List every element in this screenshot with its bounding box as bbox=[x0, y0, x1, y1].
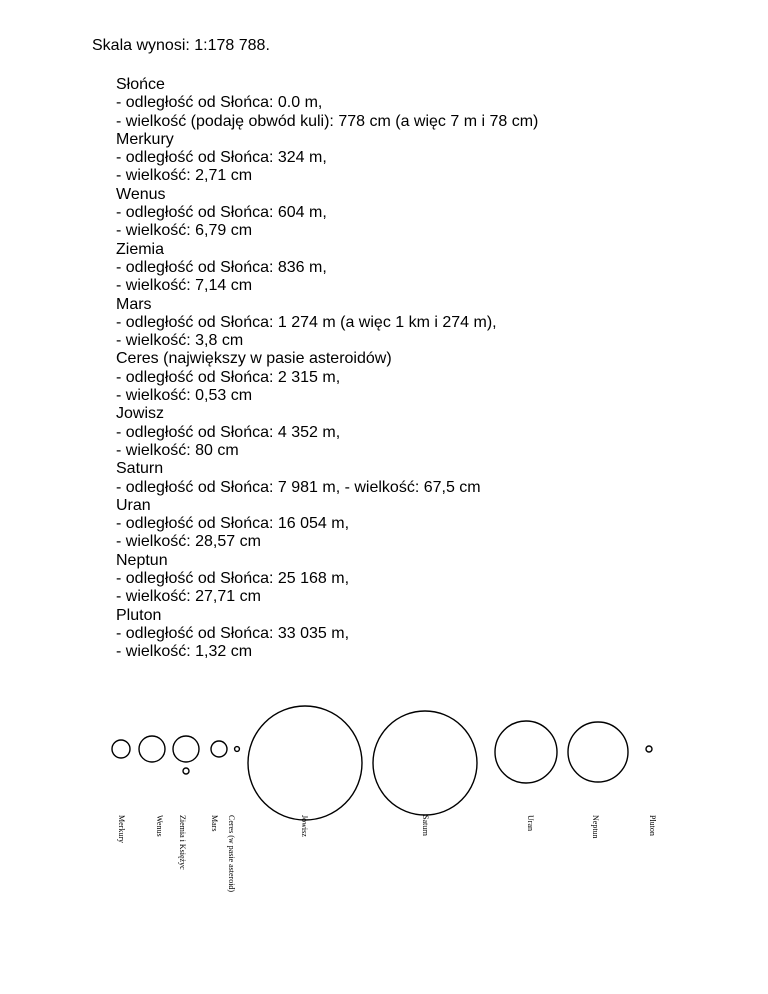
planet-name-jupiter: Jowisz bbox=[116, 405, 165, 423]
label-jupiter: Jowisz bbox=[300, 815, 309, 837]
ceres-circle bbox=[235, 747, 240, 752]
size-line: - wielkość: 27,71 cm bbox=[116, 588, 261, 606]
distance-line: - odległość od Słońca: 16 054 m, bbox=[116, 515, 350, 533]
size-line: - wielkość: 80 cm bbox=[116, 441, 239, 459]
planet-name-ceres: Ceres (największy w pasie asteroidów) bbox=[116, 350, 392, 368]
uranus-circle bbox=[495, 721, 557, 783]
label-neptune: Neptun bbox=[591, 815, 600, 839]
mars-circle bbox=[211, 741, 227, 757]
size-line: - wielkość: 28,57 cm bbox=[116, 533, 261, 551]
label-uranus: Uran bbox=[526, 815, 535, 831]
label-mercury: Merkury bbox=[117, 815, 126, 843]
planet-name-mercury: Merkury bbox=[116, 130, 174, 148]
distance-line: - odległość od Słońca: 4 352 m, bbox=[116, 423, 341, 441]
size-line: - wielkość: 3,8 cm bbox=[116, 332, 244, 350]
label-ceres: Ceres (w pasie asteroid) bbox=[227, 815, 236, 893]
earth-circle bbox=[173, 736, 199, 762]
planet-name-neptune: Neptun bbox=[116, 551, 168, 569]
label-pluto: Pluton bbox=[648, 815, 657, 836]
size-line: - wielkość: 6,79 cm bbox=[116, 222, 253, 240]
label-venus: Wenus bbox=[155, 815, 164, 837]
planet-name-earth: Ziemia bbox=[116, 240, 165, 258]
distance-line: - odległość od Słońca: 2 315 m, bbox=[116, 368, 341, 386]
size-line: - wielkość: 2,71 cm bbox=[116, 167, 253, 185]
saturn-circle bbox=[373, 711, 477, 815]
jupiter-circle bbox=[248, 706, 362, 820]
label-earth-moon: Ziemia i Księżyc bbox=[178, 815, 187, 870]
label-mars: Mars bbox=[210, 815, 219, 832]
distance-line: - odległość od Słońca: 324 m, bbox=[116, 149, 327, 167]
scale-caption: Skala wynosi: 1:178 788. bbox=[92, 37, 270, 54]
planet-name-pluto: Pluton bbox=[116, 606, 162, 624]
venus-circle bbox=[139, 736, 165, 762]
planet-name-venus: Wenus bbox=[116, 185, 166, 203]
distance-line: - odległość od Słońca: 1 274 m (a więc 1 km i 274 m), bbox=[116, 313, 497, 331]
distance-line: - odległość od Słońca: 25 168 m, bbox=[116, 570, 350, 588]
distance-size-line: - odległość od Słońca: 7 981 m, - wielkość: 67,5 cm bbox=[116, 478, 481, 496]
label-saturn: Saturn bbox=[421, 815, 430, 836]
planet-name-uranus: Uran bbox=[116, 496, 151, 514]
distance-line: - odległość od Słońca: 604 m, bbox=[116, 204, 327, 222]
planet-name-sun: Słońce bbox=[116, 76, 165, 93]
distance-line: - odległość od Słońca: 836 m, bbox=[116, 258, 327, 276]
neptune-circle bbox=[568, 722, 628, 782]
moon-circle bbox=[183, 768, 189, 774]
mercury-circle bbox=[112, 740, 130, 758]
planet-name-saturn: Saturn bbox=[116, 460, 164, 478]
pluto-circle bbox=[646, 746, 652, 752]
planet-name-mars: Mars bbox=[116, 295, 152, 313]
distance-line: - odległość od Słońca: 33 035 m, bbox=[116, 624, 350, 642]
size-line: - wielkość: 7,14 cm bbox=[116, 277, 253, 295]
distance-line: - odległość od Słońca: 0.0 m, bbox=[116, 94, 323, 112]
size-line: - wielkość: 0,53 cm bbox=[116, 387, 253, 405]
size-line: - wielkość: 1,32 cm bbox=[116, 643, 253, 661]
size-line: - wielkość (podaję obwód kuli): 778 cm (a więc 7 m i 78 cm) bbox=[116, 112, 539, 130]
